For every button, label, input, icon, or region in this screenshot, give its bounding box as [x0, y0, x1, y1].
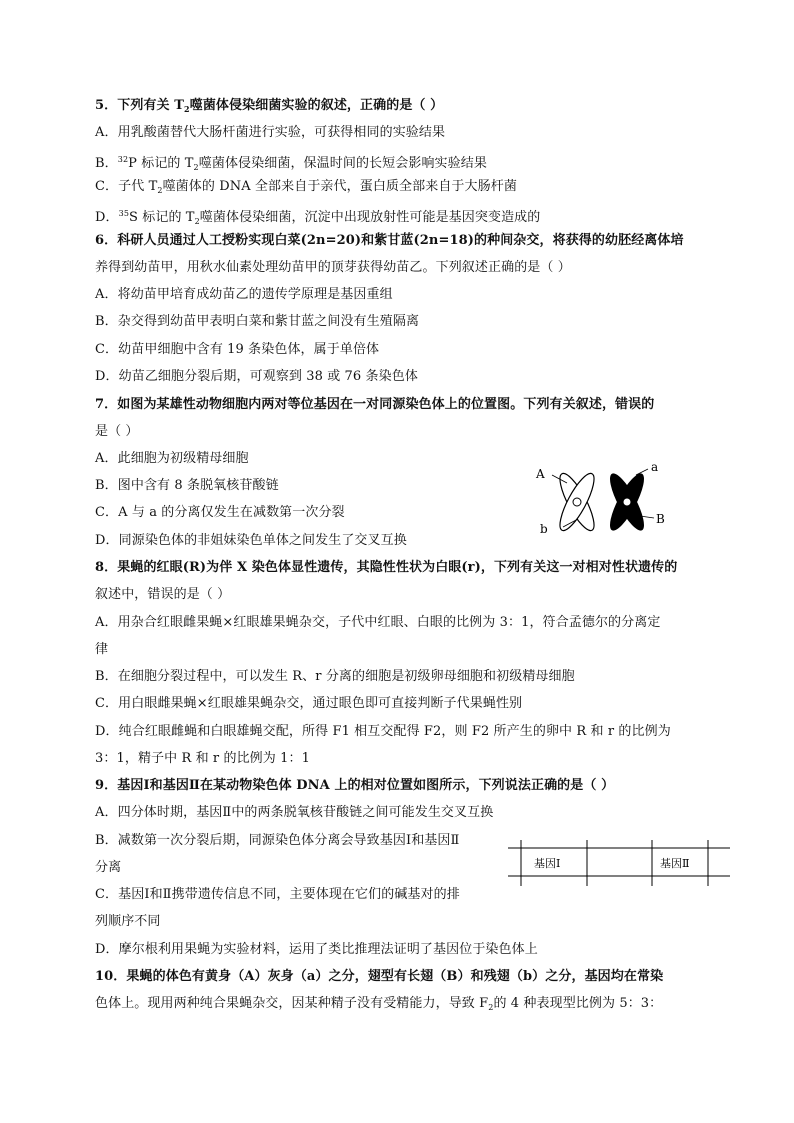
q5-option-b: B．$^{32}$P 标记的 $T_2$噬菌体侵染细菌，保温时间的长短会影响实验结果: [95, 155, 487, 172]
q9-option-b-line1: B．减数第一次分裂后期，同源染色体分离会导致基因Ⅰ和基因Ⅱ: [95, 833, 460, 848]
chromosome-right: [604, 470, 650, 535]
q10-stem-line1: 10．果蝇的体色有黄身（A）灰身（a）之分，翅型有长翅（B）和残翅（b）之分，基因均在常染: [95, 969, 664, 984]
q6-option-b: B．杂交得到幼苗甲表明白菜和紫甘蓝之间没有生殖隔离: [95, 314, 420, 329]
q8-stem-line1: 8．果蝇的红眼(R)为伴 X 染色体显性遗传，其隐性性状为白眼(r)，下列有关这一对相对性状遗传的: [95, 560, 678, 575]
label-B: B: [656, 512, 665, 526]
q7-option-d: D．同源染色体的非姐妹染色单体之间发生了交叉互换: [95, 533, 407, 548]
q8-option-b: B．在细胞分裂过程中，可以发生 R、r 分离的细胞是初级卵母细胞和初级精母细胞: [95, 669, 575, 684]
chromosome-left: [554, 470, 600, 535]
label-b: b: [540, 522, 548, 536]
q9-stem: 9．基因Ⅰ和基因Ⅱ在某动物染色体 DNA 上的相对位置如图所示，下列说法正确的是（ ）: [95, 778, 615, 793]
q9-option-a: A．四分体时期，基因Ⅱ中的两条脱氧核苷酸链之间可能发生交叉互换: [95, 805, 494, 820]
q7-option-a: A．此细胞为初级精母细胞: [95, 451, 249, 466]
q8-option-c: C．用白眼雌果蝇×红眼雄果蝇杂交，通过眼色即可直接判断子代果蝇性别: [95, 696, 523, 711]
q6-option-c: C．幼苗甲细胞中含有 19 条染色体，属于单倍体: [95, 342, 380, 357]
chromosome-figure: [530, 455, 670, 550]
q5-option-c: C．子代 $T_2$噬菌体的 DNA 全部来自于亲代，蛋白质全部来自于大肠杆菌: [95, 179, 517, 195]
q9-option-b-line2: 分离: [95, 860, 122, 875]
q8-option-a-line2: 律: [95, 642, 109, 657]
q6-option-a: A．将幼苗甲培育成幼苗乙的遗传学原理是基因重组: [95, 287, 393, 302]
dna-gene-figure: [508, 836, 732, 888]
q8-option-d-line2: 3：1，精子中 R 和 r 的比例为 1：1: [95, 751, 310, 766]
q10-stem-line2: 色体上。现用两种纯合果蝇杂交，因某种精子没有受精能力，导致 $F_2$的 4 种表现型比例为 5：3：: [95, 996, 663, 1012]
q9-option-c-line2: 列顺序不同: [95, 914, 161, 929]
q7-stem-line2: 是（ ）: [95, 424, 139, 439]
q8-option-a-line1: A．用杂合红眼雌果蝇×红眼雄果蝇杂交，子代中红眼、白眼的比例为 3：1，符合孟德尔的分离定: [95, 615, 661, 630]
q8-option-d-line1: D．纯合红眼雌蝇和白眼雄蝇交配，所得 F1 相互交配得 F2，则 F2 所产生的卵中 R 和 r 的比例为: [95, 724, 671, 739]
label-A: A: [536, 467, 545, 481]
q5-option-a: A．用乳酸菌替代大肠杆菌进行实验，可获得相同的实验结果: [95, 125, 446, 140]
label-a: a: [651, 460, 659, 474]
q9-option-d: D．摩尔根利用果蝇为实验材料，运用了类比推理法证明了基因位于染色体上: [95, 942, 538, 957]
q7-option-b: B．图中含有 8 条脱氧核苷酸链: [95, 478, 279, 493]
gene1-label: 基因Ⅰ: [534, 857, 561, 870]
q9-option-c-line1: C．基因Ⅰ和Ⅱ携带遗传信息不同，主要体现在它们的碱基对的排: [95, 887, 460, 902]
q5-option-d: D．$^{35}$S 标记的 $T_2$噬菌体侵染细菌，沉淀中出现放射性可能是基因突变造成的: [95, 209, 541, 226]
q7-option-c: C．A 与 a 的分离仅发生在减数第一次分裂: [95, 505, 345, 520]
q6-stem-line1: 6．科研人员通过人工授粉实现白菜(2n=20)和紫甘蓝(2n=18)的种间杂交，将获得的幼胚经离体培: [95, 233, 684, 248]
q8-stem-line2: 叙述中，错误的是（ ）: [95, 587, 231, 602]
q6-stem-line2: 养得到幼苗甲，用秋水仙素处理幼苗甲的顶芽获得幼苗乙。下列叙述正确的是（ ）: [95, 260, 571, 275]
gene2-label: 基因Ⅱ: [660, 857, 690, 870]
q5-stem: 5．下列有关 $T_2$噬菌体侵染细菌实验的叙述，正确的是（ ）: [95, 98, 444, 114]
q7-stem-line1: 7．如图为某雄性动物细胞内两对等位基因在一对同源染色体上的位置图。下列有关叙述，错误的: [95, 397, 655, 412]
q6-option-d: D．幼苗乙细胞分裂后期，可观察到 38 或 76 条染色体: [95, 369, 418, 384]
